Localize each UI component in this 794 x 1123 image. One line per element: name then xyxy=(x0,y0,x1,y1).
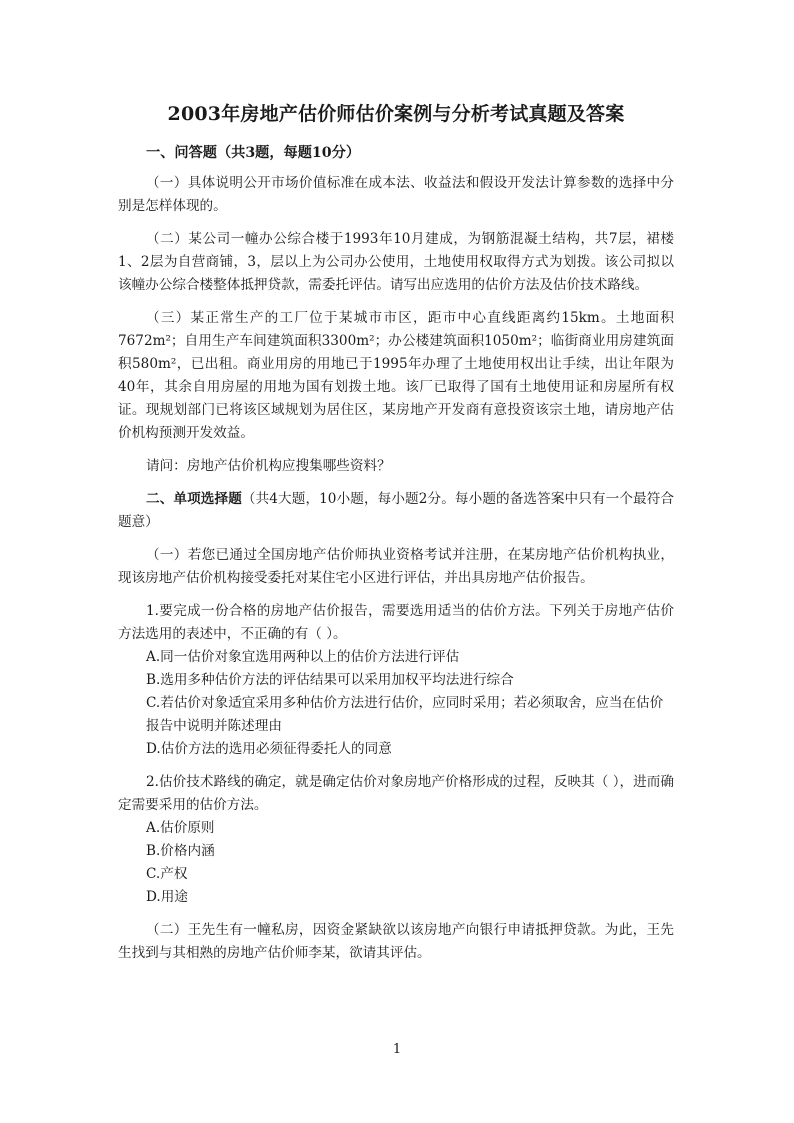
page-number: 1 xyxy=(392,1042,402,1057)
choice-question-2-option-a: A.估价原则 xyxy=(146,820,215,836)
choice-group-2-intro: （二）王先生有一幢私房，因资金紧缺欲以该房地产向银行申请抵押贷款。为此，王先生找到与其相熟的房地产估价师李某，欲请其评估。 xyxy=(118,922,674,961)
choice-question-1-option-c: C.若估价对象适宜采用多种估价方法进行估价，应同时采用；若必须取舍，应当在估价报告中说明并陈述理由 xyxy=(146,695,664,734)
document-title: 2003年房地产估价师估价案例与分析考试真题及答案 xyxy=(167,103,625,125)
choice-question-1 xyxy=(118,600,674,761)
choice-group-1-intro: （一）若您已通过全国房地产估价师执业资格考试并注册，在某房地产估价机构执业，现该房地产估价机构接受委托对某住宅小区进行评估，并出具房地产估价报告。 xyxy=(118,547,674,586)
single-choice-heading-text: 二、单项选择题 xyxy=(146,491,242,507)
choice-question-1-option-b: B.选用多种估价方法的评估结果可以采用加权平均法进行综合 xyxy=(146,672,514,688)
choice-question-2 xyxy=(118,771,674,909)
choice-question-1-stem: 1.要完成一份合格的房地产估价报告，需要选用适当的估价方法。下列关于房地产估价方法选用的表述中，不正确的有（ ）。 xyxy=(118,603,674,642)
choice-question-1-option-d: D.估价方法的选用必须征得委托人的同意 xyxy=(146,741,392,757)
qa-question-2: （二）某公司一幢办公综合楼于1993年10月建成，为钢筋混凝土结构，共7层，裙楼1、2层为自营商铺，3，层以上为公司办公使用，土地使用权取得方式为划拨。该公司拟以该幢办公综合楼整体抵押贷款，需委托评估。请写出应选用的估价方法及估价技术路线。 xyxy=(118,231,674,293)
section-heading-single-choice xyxy=(118,488,674,534)
qa-question-3: （三）某正常生产的工厂位于某城市市区，距市中心直线距离约15km。土地面积7672m²；自用生产车间建筑面积3300m²；办公楼建筑面积1050m²；临街商业用房建筑面积580m²，已出租。商业用房的用地已于1995年办理了土地使用权出让手续，出让年限为40年，其余自用房屋的用地为国有划拨土地。该厂已取得了国有土地使用证和房屋所有权证。现规划部门已将该区域规划为居住区，某房地产开发商有意投资该宗土地，请房地产估价机构预测开发效益。 xyxy=(118,310,674,441)
choice-question-1-option-a: A.同一估价对象宜选用两种以上的估价方法进行评估 xyxy=(146,649,460,665)
choice-question-2-stem: 2.估价技术路线的确定，就是确定估价对象房地产价格形成的过程，反映其（ ），进而确定需要采用的估价方法。 xyxy=(118,774,674,813)
choice-question-2-option-b: B.价格内涵 xyxy=(146,843,215,859)
single-choice-heading-note: （共4大题，10小题，每小题2分。每小题的备选答案中只有一个最符合题意） xyxy=(118,491,675,530)
section-heading-qa: 一、问答题（共3题，每题10分） xyxy=(146,145,361,161)
choice-question-2-option-d: D.用途 xyxy=(146,889,188,905)
qa-question-3-ask: 请问：房地产估价机构应搜集哪些资料？ xyxy=(146,458,391,474)
qa-question-1: （一）具体说明公开市场价值标准在成本法、收益法和假设开发法计算参数的选择中分别是怎样体现的。 xyxy=(118,175,674,214)
choice-question-2-option-c: C.产权 xyxy=(146,866,188,882)
document-body xyxy=(118,100,674,975)
